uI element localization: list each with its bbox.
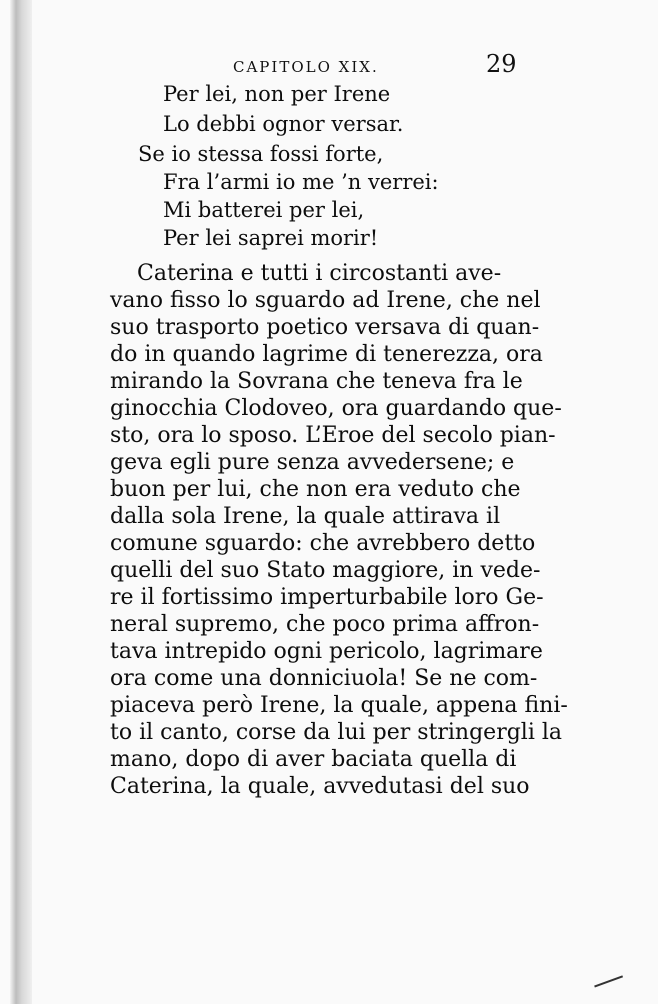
prose-line: ginocchia Clodoveo, ora guardando que- [110, 396, 562, 421]
verse-line: Per lei saprei morir! [163, 226, 379, 250]
prose-line: piaceva però Irene, la quale, appena fini- [110, 693, 568, 718]
prose-line: vano fisso lo sguardo ad Irene, che nel [110, 288, 541, 313]
prose-line: geva egli pure senza avvedersene; e [110, 450, 515, 475]
page-number: 29 [486, 50, 517, 78]
pencil-mark [594, 975, 628, 1000]
prose-line: do in quando lagrime di tenerezza, ora [110, 342, 543, 367]
prose-line: ora come una donniciuola! Se ne com- [110, 666, 538, 691]
prose-line: comune sguardo: che avrebbero detto [110, 531, 536, 556]
prose-line: tava intrepido ogni pericolo, lagrimare [110, 639, 543, 664]
verse-line: Mi batterei per lei, [163, 198, 365, 222]
prose-line: neral supremo, che poco prima affron- [110, 612, 540, 637]
verse-line: Per lei, non per Irene [163, 82, 391, 106]
prose-line: dalla sola Irene, la quale attirava il [110, 504, 501, 529]
prose-line: Caterina e tutti i circostanti ave- [137, 261, 502, 286]
page-header [0, 48, 658, 82]
prose-line: mirando la Sovrana che teneva fra le [110, 369, 523, 394]
page-binding-edge [10, 0, 32, 1004]
prose-line: sto, ora lo sposo. L’Eroe del secolo pian- [110, 423, 556, 448]
prose-line: re il fortissimo imperturbabile loro Ge- [110, 585, 544, 610]
prose-line: mano, dopo di aver baciata quella di [110, 747, 517, 772]
prose-line: to il canto, corse da lui per stringergli la [110, 720, 563, 745]
prose-line: buon per lui, che non era veduto che [110, 477, 521, 502]
prose-line: quelli del suo Stato maggiore, in vede- [110, 558, 541, 583]
prose-line: Caterina, la quale, avvedutasi del suo [110, 774, 530, 799]
prose-line: suo trasporto poetico versava di quan- [110, 315, 540, 340]
verse-line: Lo debbi ognor versar. [163, 112, 404, 136]
verse-line: Fra l’armi io me ’n verrei: [163, 170, 439, 194]
verse-line: Se io stessa fossi forte, [138, 142, 384, 166]
running-title: CAPITOLO XIX. [233, 58, 379, 76]
